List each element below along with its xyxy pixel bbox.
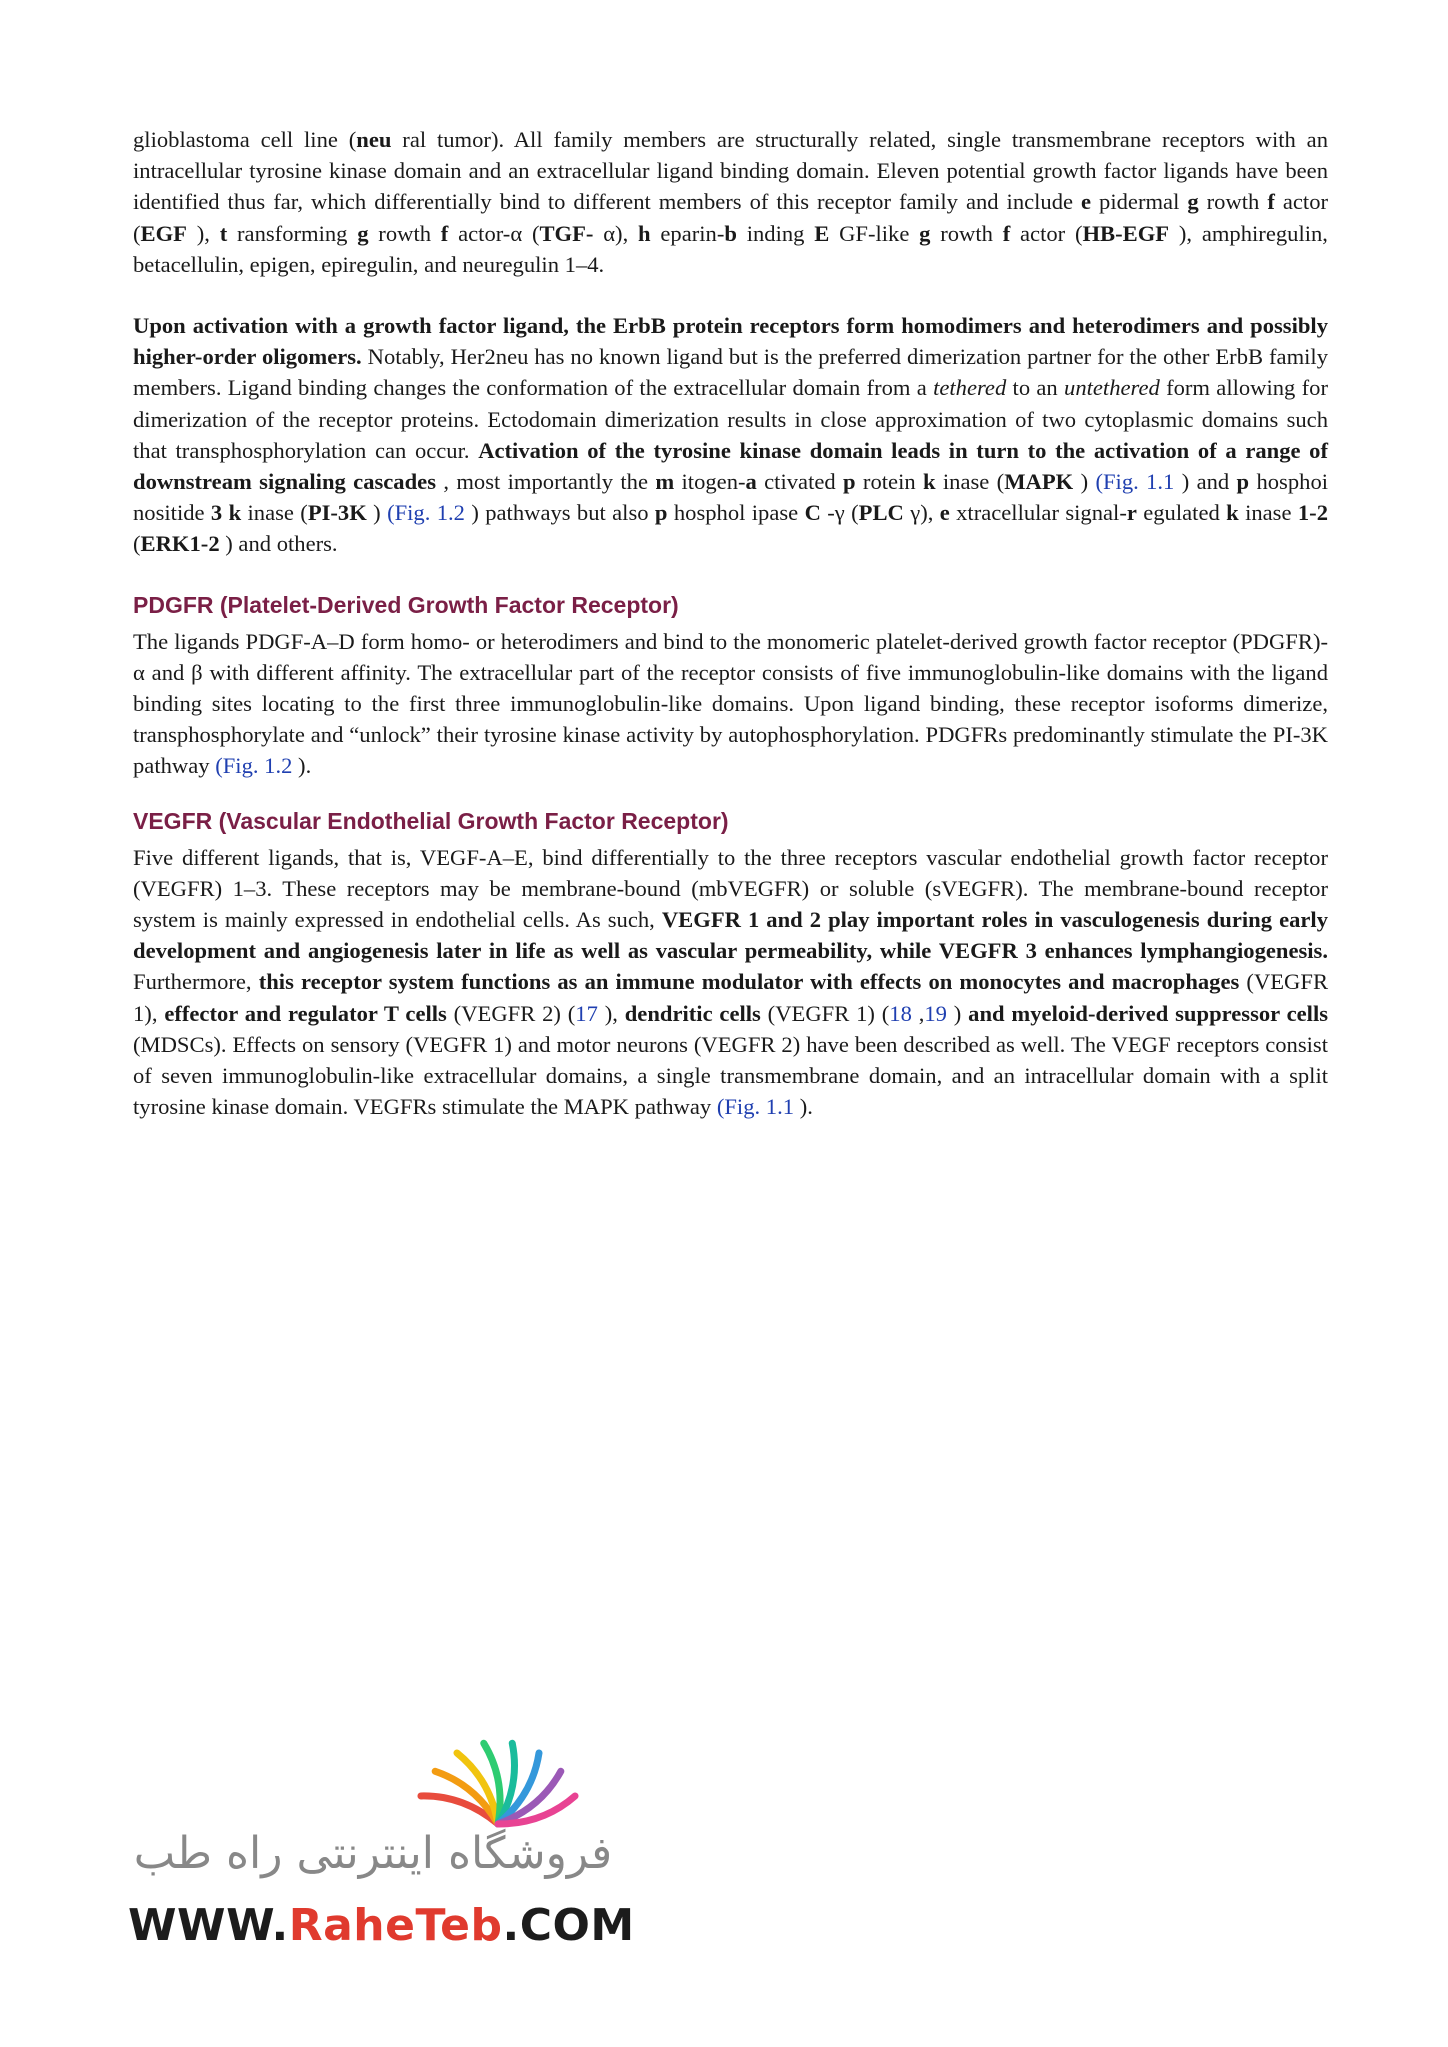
bold-run: r <box>1126 500 1137 526</box>
bold-run: 1-2 <box>1297 500 1328 526</box>
text-run: ( <box>133 531 141 557</box>
text-run: α), <box>603 220 639 246</box>
text-run: Furthermore, <box>133 969 259 995</box>
text-run: -γ ( <box>820 500 859 526</box>
bold-run: g <box>1187 189 1199 215</box>
text-run: actor ( <box>1010 220 1083 246</box>
text-run: inase ( <box>241 500 308 526</box>
text-run: pidermal <box>1091 189 1188 215</box>
text-run: ) and <box>1174 469 1237 495</box>
text-run: Five different ligands, that is, VEGF-A–E, bind differentially to the three receptors vascular endothelial growth factor receptor (VEGFR) 1–3. These receptors may be membrane-bound (mbVEGFR) or soluble (sVEGFR). The membrane-bound receptor system is mainly expressed in endothelial cells. As such, <box>133 844 1328 933</box>
text-run: hosphoi nositide <box>133 469 1329 526</box>
url-suffix: .COM <box>502 1900 635 1951</box>
text-run: ) <box>946 1000 969 1026</box>
text-run: ctivated <box>756 469 844 495</box>
text-run: to an <box>1006 375 1065 401</box>
bold-run: p <box>843 469 856 495</box>
bold-run: g <box>357 220 369 246</box>
text-run: ) <box>1073 469 1096 495</box>
text-run: ). <box>794 1094 813 1120</box>
bold-run: f <box>440 220 449 246</box>
text-run: ransforming <box>227 220 358 246</box>
text-run: ), <box>186 220 220 246</box>
figure-link-1-2[interactable]: (Fig. 1.2 <box>215 753 293 779</box>
text-run: glioblastoma cell line ( <box>133 127 357 152</box>
text-run: , <box>911 1000 925 1026</box>
bold-run: p <box>1236 469 1250 495</box>
paragraph-pdgfr <box>133 626 1328 782</box>
open-book-logo-icon <box>120 1728 620 1828</box>
text-run: actor ( <box>133 189 1329 246</box>
text-run: rowth <box>368 220 441 246</box>
bold-run: h <box>638 220 651 246</box>
paragraph-erbb-ligands <box>133 124 1328 280</box>
bold-run: dendritic cells <box>624 1000 761 1026</box>
text-run: , most importantly the <box>436 469 656 495</box>
section-heading-pdgfr: PDGFR (Platelet-Derived Growth Factor Receptor) <box>133 591 679 618</box>
bold-run: E <box>814 220 830 246</box>
bold-run: Upon activation with a growth factor ligand, the ErbB protein receptors form homodimers and heterodimers and possibly higher-order oligomers. <box>133 313 1328 370</box>
bold-run: a <box>745 469 757 495</box>
watermark-persian-text: فروشگاه اینترنتی راه طب <box>133 1828 613 1879</box>
text-run: eparin- <box>650 220 725 246</box>
text-run: (VEGFR 1) ( <box>760 1000 890 1026</box>
text-run: form allowing for dimerization of the receptor proteins. Ectodomain dimerization results in close approximation of two cytoplasmic domains such that transphosphorylation can occur. <box>133 375 1328 463</box>
bold-run: k <box>922 469 936 495</box>
text-run: The ligands PDGF-A–D form homo- or heterodimers and bind to the monomeric platelet-derived growth factor receptor (PDGFR)-α and β with different affinity. The extracellular part of the receptor consists of five immunoglobulin-like domains with the ligand binding sites locating to the first three immunoglobulin-like domains. Upon ligand binding, these receptor isoforms dimerize, transphosphorylate and “unlock” their tyrosine kinase activity by autophosphorylation. PDGFRs predominantly stimulate the PI-3K pathway <box>133 628 1328 779</box>
text-run: rowth <box>1198 189 1268 215</box>
bold-run: m <box>655 469 675 495</box>
section-heading-vegfr: VEGFR (Vascular Endothelial Growth Factor Receptor) <box>133 807 729 834</box>
bold-run: f <box>1267 189 1275 215</box>
bold-run: MAPK <box>1004 469 1074 495</box>
bold-run: EGF <box>140 220 187 246</box>
bold-run: C <box>804 500 821 526</box>
bold-run: 3 k <box>210 500 242 526</box>
bold-run: e <box>939 500 950 526</box>
raheteb-watermark <box>120 1728 635 1958</box>
bold-run: neu <box>356 127 392 152</box>
bold-run: HB-EGF <box>1082 220 1170 246</box>
text-run: (VEGFR 1), <box>133 969 1329 1026</box>
text-run: GF-like <box>829 220 920 246</box>
bold-run: p <box>654 500 668 526</box>
bold-run: PI-3K <box>307 500 367 526</box>
url-prefix: WWW. <box>128 1900 289 1951</box>
text-run: γ), <box>903 500 940 526</box>
bold-run: VEGFR 1 and 2 play important roles in vasculogenesis during early development and angiogenesis later in life as well as vascular permeability, while VEGFR 3 enhances lymphangiogenesis. <box>133 907 1328 964</box>
bold-run: f <box>1002 220 1011 246</box>
bold-run: effector and regulator T cells <box>164 1000 447 1026</box>
bold-run: PLC <box>858 500 904 526</box>
text-run: egulated <box>1136 500 1227 526</box>
bold-run: TGF- <box>539 220 604 246</box>
bold-run: this receptor system functions as an immune modulator with effects on monocytes and macrophages <box>258 969 1240 995</box>
reference-link-18[interactable]: 18 <box>889 1000 912 1026</box>
paragraph-erbb-activation <box>133 310 1328 560</box>
figure-link-1-1[interactable]: (Fig. 1.1 <box>716 1094 795 1120</box>
text-run: actor-α ( <box>448 220 540 246</box>
text-run: ) and others. <box>219 531 338 557</box>
figure-link-1-2[interactable]: (Fig. 1.2 <box>387 500 465 526</box>
text-run: rotein <box>855 469 923 495</box>
text-run: ), amphiregulin, betacellulin, epigen, epiregulin, and neuregulin 1–4. <box>133 220 1328 277</box>
bold-run: k <box>1226 500 1239 526</box>
url-brand: RaheTeb <box>288 1900 503 1951</box>
reference-link-17[interactable]: 17 <box>575 1000 598 1026</box>
bold-run: b <box>724 220 737 246</box>
text-run: rowth <box>930 220 1003 246</box>
text-run: Notably, Her2neu has no known ligand but is the preferred dimerization partner for the other ErbB family members. Ligand binding changes the conformation of the extracellular domain from a <box>133 344 1329 401</box>
text-run: itogen- <box>674 469 746 495</box>
bold-run: g <box>919 220 931 246</box>
figure-link-1-1[interactable]: (Fig. 1.1 <box>1095 469 1175 495</box>
reference-link-19[interactable]: 19 <box>924 1000 947 1026</box>
text-run: ral tumor). All family members are structurally related, single transmembrane receptors with an intracellular tyrosine kinase domain and an extracellular ligand binding domain. Eleven potential growth factor ligands have been identified thus far, which differentially bind to different members of this receptor family and include <box>133 127 1328 215</box>
watermark-url <box>128 1900 635 1952</box>
bold-run: and myeloid-derived suppressor cells <box>968 1000 1329 1026</box>
italic-run: tethered <box>933 375 1007 401</box>
text-run: ), <box>597 1000 625 1026</box>
text-run: inase ( <box>935 469 1005 495</box>
text-run: ) pathways but also <box>464 500 655 526</box>
italic-run: untethered <box>1064 375 1160 401</box>
text-run: inase <box>1238 500 1298 526</box>
paragraph-vegfr <box>133 842 1328 1123</box>
text-run: xtracellular signal- <box>949 500 1127 526</box>
text-run: hosphol ipase <box>667 500 805 526</box>
text-run: (MDSCs). Effects on sensory (VEGFR 1) and motor neurons (VEGFR 2) have been described as well. The VEGF receptors consist of seven immunoglobulin-like extracellular domains, a single transmembrane domain, and an intracellular domain with a split tyrosine kinase domain. VEGFRs stimulate the MAPK pathway <box>133 1031 1328 1120</box>
bold-run: e <box>1081 189 1092 215</box>
text-run: ) <box>366 500 388 526</box>
rainbow-fan-icon <box>421 1743 575 1824</box>
bold-run: Activation of the tyrosine kinase domain leads in turn to the activation of a range of downstream signaling cascades <box>133 437 1329 495</box>
text-run: (VEGFR 2) ( <box>446 1000 576 1026</box>
document-page <box>133 124 1328 1122</box>
text-run: ). <box>292 753 312 779</box>
text-run: inding <box>736 220 815 246</box>
bold-run: ERK1-2 <box>140 531 220 557</box>
bold-run: t <box>219 220 228 246</box>
